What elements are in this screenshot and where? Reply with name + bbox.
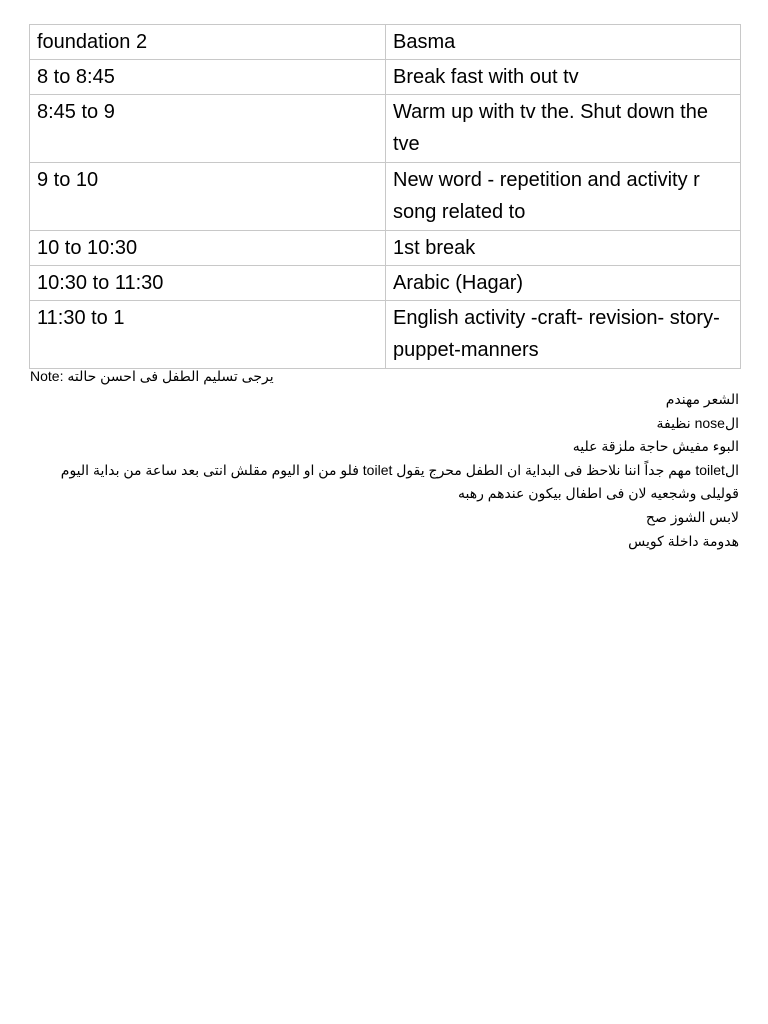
schedule-time-cell: 10:30 to 11:30 — [30, 266, 386, 301]
schedule-activity-cell: English activity -craft- revision- story- puppet-manners — [386, 301, 741, 369]
schedule-row — [30, 25, 741, 60]
note-item: الشعر مهندم — [665, 391, 739, 407]
note-text: يرجى تسليم الطفل فى احسن حالته — [67, 368, 274, 384]
note-item: لابس الشوز صح — [645, 508, 739, 525]
schedule-row — [30, 95, 741, 163]
schedule-time-cell: foundation 2 — [30, 25, 386, 60]
note-item: البوء مفيش حاجة ملزقة عليه — [572, 438, 739, 455]
schedule-time-cell: 8:45 to 9 — [30, 95, 386, 163]
schedule-activity-cell: Warm up with tv the. Shut down the tve — [386, 95, 741, 163]
note-list — [29, 388, 739, 553]
schedule-row — [30, 301, 741, 369]
schedule-time-cell: 9 to 10 — [30, 163, 386, 231]
schedule-activity-cell: Arabic (Hagar) — [386, 266, 741, 301]
note-item: قوليلى وشجعيه لان فى اطفال بيكون عندهم رهبه — [457, 485, 739, 502]
schedule-row — [30, 163, 741, 231]
note-heading — [30, 366, 274, 386]
schedule-body — [30, 25, 741, 369]
schedule-activity-cell: Basma — [386, 25, 741, 60]
schedule-row — [30, 60, 741, 95]
schedule-table — [29, 24, 741, 369]
schedule-activity-cell: 1st break — [386, 231, 741, 266]
schedule-row — [30, 266, 741, 301]
schedule-activity-cell: Break fast with out tv — [386, 60, 741, 95]
schedule-activity-cell: New word - repetition and activity r song related to — [386, 163, 741, 231]
schedule-time-cell: 11:30 to 1 — [30, 301, 386, 369]
schedule-time-cell: 10 to 10:30 — [30, 231, 386, 266]
schedule-row — [30, 231, 741, 266]
schedule-time-cell: 8 to 8:45 — [30, 60, 386, 95]
note-item: هدومة داخلة كويس — [628, 532, 739, 549]
note-item: الnose نظيفة — [656, 414, 739, 431]
note-label: Note: — [30, 368, 64, 384]
note-item: الtoilet مهم جداً اننا نلاحظ فى البداية ان الطفل محرج يقول toilet فلو من او اليوم مقلش انتى بعد ساعة من بداية اليوم — [60, 461, 739, 478]
